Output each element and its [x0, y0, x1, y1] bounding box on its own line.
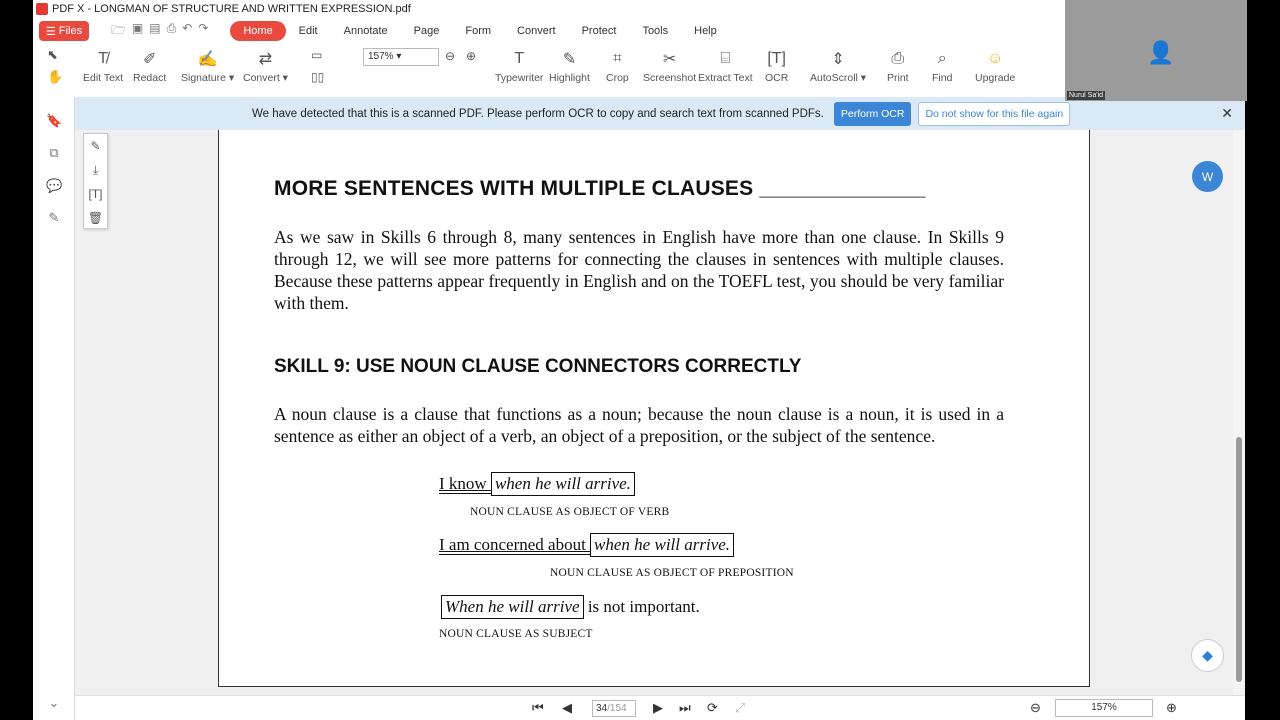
definition-paragraph: A noun clause is a clause that functions as a noun; because the noun clause is a noun, it is used in a sentence as either an object of a verb, an object of a preposition, or the subject of the sentence.	[274, 404, 1004, 446]
upgrade-icon: ☺	[986, 50, 1004, 67]
example-3-clause: When he will arrive	[445, 597, 580, 616]
find-button[interactable]	[932, 46, 952, 84]
app-logo-icon	[36, 3, 48, 15]
fit-page-icon[interactable]: ⤢	[735, 700, 746, 715]
convert-label: Convert ▾	[243, 72, 288, 84]
typewriter-icon: T	[514, 50, 525, 67]
two-page-icon[interactable]: ▯▯	[311, 70, 325, 84]
zoom-in-icon[interactable]: ⊕	[466, 49, 477, 63]
trash-icon[interactable]: 🗑	[87, 211, 104, 225]
ocr-message: We have detected that this is a scanned PDF. Please perform OCR to copy and search text from scanned PDFs.	[252, 107, 824, 120]
edit-text-icon: T̸	[98, 50, 108, 67]
intro-paragraph: As we saw in Skills 6 through 8, many sentences in English have more than one clause. In Skills 9 through 12, we will see more patterns for connecting the clauses in sentences with multiple clauses. Because these patterns appear frequently in English and on the TOEFL test, you should be very familiar with them.	[274, 227, 1004, 313]
pdf-page	[218, 130, 1090, 687]
zoom-select-value: 157%	[368, 51, 394, 62]
crop-button[interactable]	[606, 46, 629, 84]
find-label: Find	[932, 72, 953, 84]
current-page: 34	[596, 703, 608, 714]
highlight-label: Highlight	[549, 72, 590, 84]
signature-panel-icon[interactable]: ✎	[48, 210, 60, 225]
screenshot-icon: ✂	[662, 51, 677, 68]
ai-assistant-icon[interactable]: ◆	[1191, 639, 1224, 672]
tab-annotate[interactable]: Annotate	[343, 25, 388, 37]
upgrade-label: Upgrade	[975, 72, 1016, 84]
next-page-icon[interactable]: ▶	[653, 700, 663, 715]
highlight-icon: ✎	[562, 51, 577, 68]
status-zoom-in-icon[interactable]: ⊕	[1166, 700, 1177, 715]
extract-text-label: Extract Text	[698, 72, 753, 84]
user-icon: 👤	[1147, 40, 1175, 65]
ocr-label: OCR	[765, 72, 789, 84]
example-2	[439, 533, 734, 557]
edit-text-label: Edit Text	[83, 72, 124, 84]
floating-tools	[83, 133, 108, 229]
document-canvas[interactable]	[75, 130, 1233, 695]
zoom-out-icon[interactable]: ⊖	[445, 49, 456, 63]
example-3-caption: NOUN CLAUSE AS SUBJECT	[439, 628, 593, 640]
signature-label: Signature ▾	[181, 72, 235, 84]
screenshot-label: Screenshot	[643, 72, 697, 84]
tab-edit[interactable]: Edit	[298, 25, 318, 37]
convert-icon: ⇄	[258, 51, 273, 68]
example-2-clause: when he will arrive.	[594, 535, 731, 554]
print-label: Print	[887, 72, 909, 84]
page-number-field[interactable]	[592, 700, 636, 717]
prev-page-icon[interactable]: ◀	[562, 700, 572, 715]
menu-bar	[33, 18, 1065, 44]
perform-ocr-button[interactable]: Perform OCR	[834, 102, 912, 126]
select-tool-icon[interactable]: ⬉	[47, 47, 58, 62]
ocr-notification-bar	[75, 97, 1245, 130]
redact-button[interactable]	[133, 46, 166, 84]
tab-page[interactable]: Page	[413, 25, 440, 37]
highlight-button[interactable]	[549, 46, 590, 84]
tab-home[interactable]: Home	[230, 21, 285, 41]
total-pages: /154	[607, 703, 627, 714]
hand-tool-icon[interactable]: ✋	[47, 69, 64, 84]
print-button[interactable]	[887, 46, 909, 84]
do-not-show-button[interactable]: Do not show for this file again	[918, 102, 1070, 126]
upgrade-button[interactable]	[975, 46, 1015, 84]
edit-text-button[interactable]	[83, 46, 123, 84]
thumbnails-icon[interactable]: ⧉	[49, 145, 59, 160]
tab-tools[interactable]: Tools	[642, 25, 669, 37]
close-icon[interactable]: ✕	[1221, 105, 1233, 121]
section-heading: MORE SENTENCES WITH MULTIPLE CLAUSES ______________	[274, 177, 926, 200]
comments-icon[interactable]: 💬	[46, 178, 63, 193]
save-icon[interactable]: ▣	[131, 20, 144, 35]
example-1	[439, 472, 635, 496]
text-box-icon[interactable]: [T]	[88, 187, 103, 201]
example-1-clause-box	[491, 472, 635, 496]
typewriter-label: Typewriter	[495, 72, 544, 84]
redact-icon: ✐	[142, 51, 157, 68]
participant-name: Nurul Sa'id	[1069, 92, 1104, 99]
ribbon-toolbar	[33, 44, 1065, 96]
tab-form[interactable]: Form	[465, 25, 492, 37]
signature-button[interactable]	[181, 46, 234, 84]
title-bar	[33, 0, 1065, 18]
screenshot-button[interactable]	[643, 46, 696, 84]
ocr-button[interactable]	[765, 46, 788, 84]
example-2-caption: NOUN CLAUSE AS OBJECT OF PREPOSITION	[550, 567, 794, 579]
collapse-chevron-icon[interactable]: ⌄	[48, 695, 60, 710]
print-icon: ⎙	[891, 50, 905, 67]
status-zoom-out-icon[interactable]: ⊖	[1030, 700, 1041, 715]
quick-access	[111, 21, 208, 42]
last-page-icon[interactable]: ⏭	[679, 700, 691, 715]
autoscroll-button[interactable]	[810, 46, 866, 84]
skill-heading: SKILL 9: USE NOUN CLAUSE CONNECTORS CORRECTLY	[274, 356, 802, 377]
redact-label: Redact	[133, 72, 167, 84]
open-icon[interactable]: 🗁	[111, 22, 126, 37]
single-page-icon[interactable]: ▭	[311, 48, 323, 62]
autoscroll-icon: ⇕	[831, 51, 845, 68]
download-icon[interactable]: ⤓	[92, 163, 99, 177]
vertical-scrollbar[interactable]	[1233, 130, 1245, 695]
crop-label: Crop	[606, 72, 629, 84]
video-call-tile	[1065, 0, 1247, 101]
typewriter-button[interactable]	[495, 46, 543, 84]
zoom-select[interactable]: 157% ▾	[363, 48, 439, 66]
scrollbar-thumb[interactable]	[1236, 437, 1242, 682]
crop-icon: ⌗	[612, 50, 622, 67]
print-icon-small[interactable]: ⎙	[166, 20, 177, 35]
tab-protect[interactable]: Protect	[581, 25, 617, 37]
extract-text-button[interactable]	[698, 46, 753, 84]
find-icon: ⌕	[937, 50, 947, 67]
tab-convert[interactable]: Convert	[517, 25, 556, 37]
menu-tabs	[230, 21, 729, 41]
first-page-icon[interactable]: ⏮	[532, 700, 544, 715]
extract-text-icon: ⌸	[720, 50, 731, 67]
status-bar	[75, 695, 1245, 720]
example-2-clause-box	[590, 533, 734, 557]
example-1-lead: I know	[439, 474, 491, 493]
window-title: PDF X - LONGMAN OF STRUCTURE AND WRITTEN EXPRESSION.pdf	[52, 3, 411, 15]
convert-button[interactable]	[243, 46, 288, 84]
pen-icon[interactable]: ✎	[90, 139, 101, 153]
bookmark-icon[interactable]: 🔖	[46, 113, 63, 128]
files-label: Files	[58, 25, 83, 37]
example-2-lead: I am concerned about	[439, 535, 591, 554]
left-sidebar	[33, 97, 75, 720]
rotate-icon[interactable]: ⟳	[707, 700, 718, 715]
example-1-clause: when he will arrive.	[494, 474, 631, 493]
example-1-caption: NOUN CLAUSE AS OBJECT OF VERB	[470, 506, 670, 518]
example-3-tail: is not important.	[583, 597, 700, 616]
undo-icon[interactable]: ↶	[182, 20, 193, 35]
status-zoom-field[interactable]: 157%	[1055, 699, 1153, 717]
save-as-icon[interactable]: ▤	[149, 20, 161, 35]
ocr-icon: [T]	[767, 50, 786, 67]
tab-help[interactable]: Help	[694, 25, 717, 37]
example-3	[441, 595, 700, 619]
redo-icon[interactable]: ↷	[198, 20, 209, 35]
signature-icon: ✍	[197, 51, 218, 68]
convert-to-word-icon[interactable]: W	[1192, 161, 1223, 192]
files-button[interactable]: ☰ Files	[39, 21, 89, 41]
example-3-clause-box	[441, 595, 584, 619]
autoscroll-label: AutoScroll ▾	[810, 72, 867, 84]
